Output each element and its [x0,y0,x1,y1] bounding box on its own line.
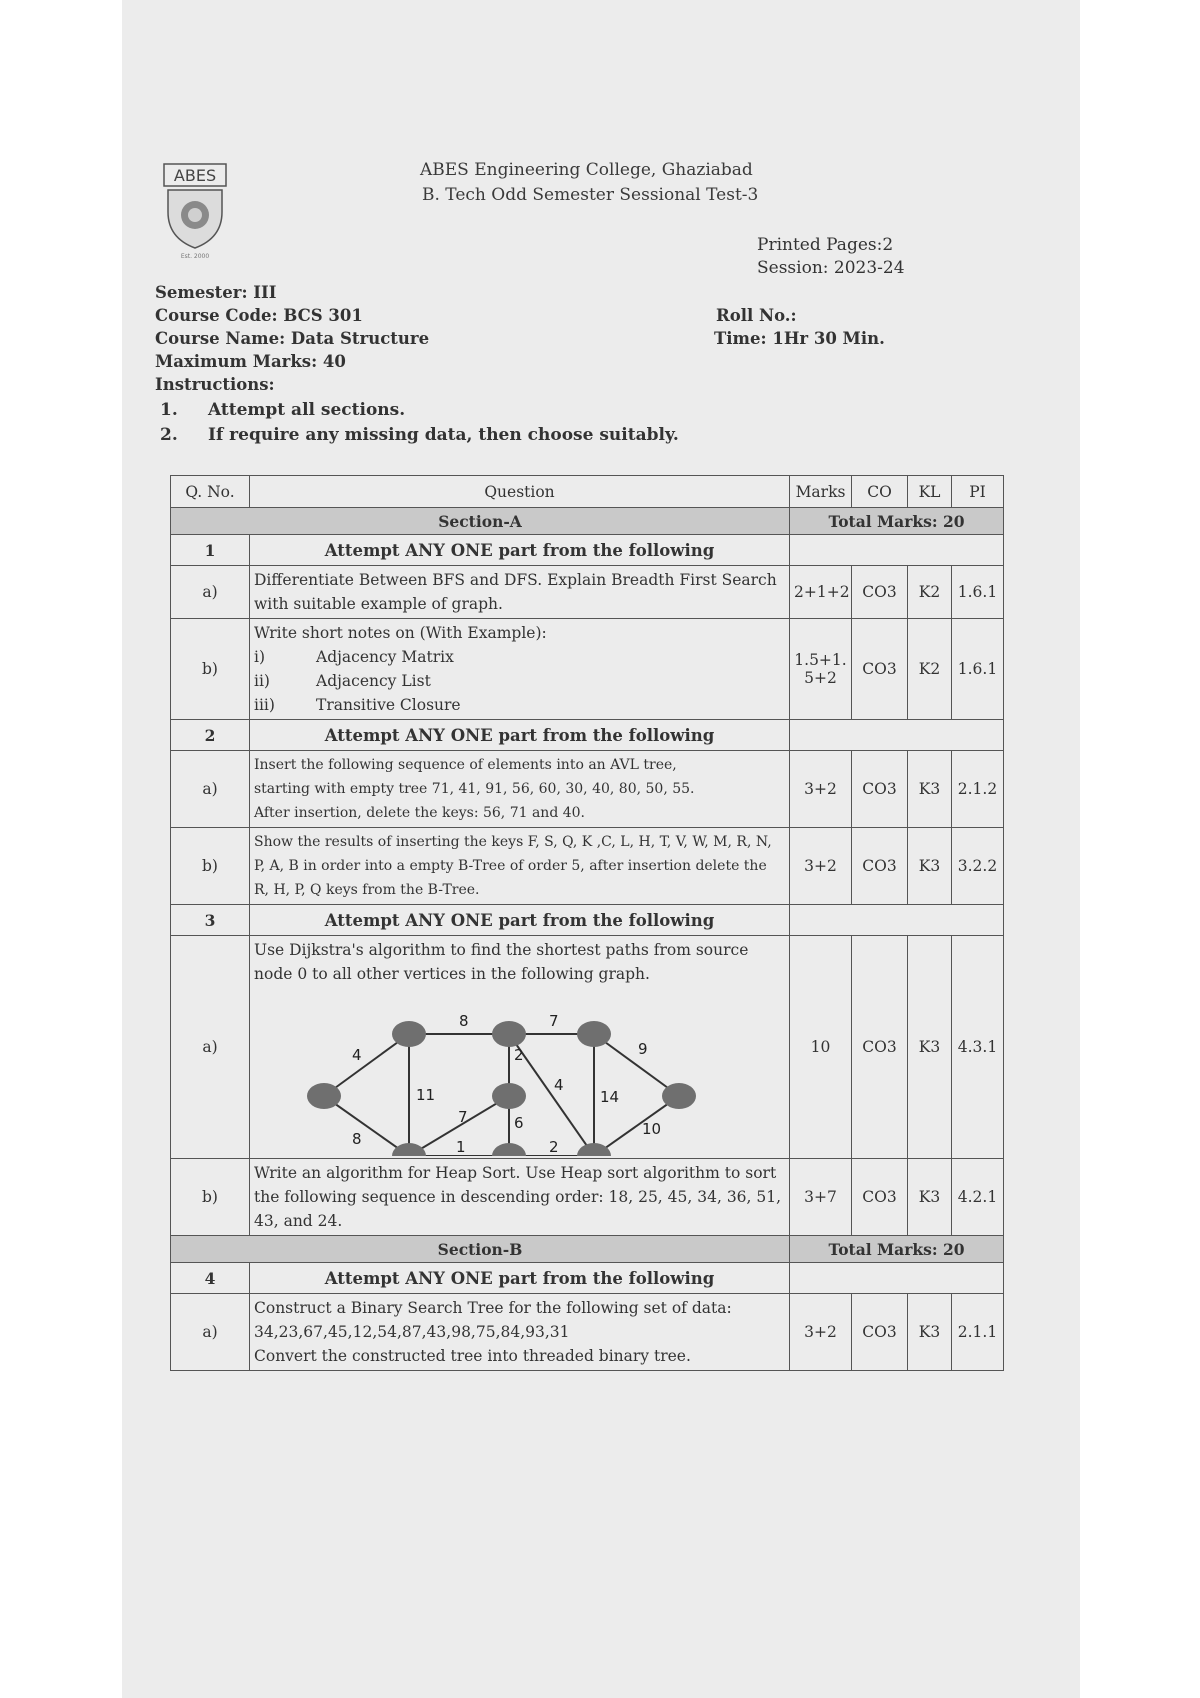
q4a-label: a) [171,1294,250,1371]
q1b-intro: Write short notes on (With Example): [254,624,547,642]
q1a-kl: K2 [908,566,952,619]
edge-weight: 4 [352,1046,362,1064]
q2a-kl: K3 [908,751,952,828]
q4a-pi: 2.1.1 [952,1294,1004,1371]
edge-weight: 6 [514,1114,524,1132]
dijkstra-graph [254,986,784,1156]
semester: Semester: III [155,283,277,302]
q1b-label: b) [171,619,250,720]
q2b-co: CO3 [852,828,908,905]
q1b-marks: 1.5+1.5+2 [790,619,852,720]
q1a-row [171,566,1004,619]
q1b-item-num: ii) [254,672,270,690]
edge-weight: 8 [352,1130,362,1148]
edge-weight: 2 [514,1046,524,1064]
graph-node [492,1143,526,1156]
graph-edge [324,1096,409,1156]
header-qno: Q. No. [171,476,250,508]
q2a-marks: 3+2 [790,751,852,828]
q3b-marks: 3+7 [790,1159,852,1236]
header-kl: KL [908,476,952,508]
q2-attempt: Attempt ANY ONE part from the following [250,720,790,751]
q2a-line-2: starting with empty tree 71, 41, 91, 56, 60, 30, 40, 80, 50, 55. [254,781,695,797]
edge-weight: 8 [459,1012,469,1030]
instruction-2: If require any missing data, then choose suitably. [208,425,679,445]
q1a-label: a) [171,566,250,619]
graph-edge [324,1034,409,1096]
maximum-marks: Maximum Marks: 40 [155,352,346,371]
header-question: Question [250,476,790,508]
printed-pages: Printed Pages:2 [757,235,894,255]
q1b-item: Transitive Closure [316,696,461,714]
q4a-line-3: Convert the constructed tree into threaded binary tree. [254,1347,691,1365]
test-title: B. Tech Odd Semester Sessional Test-3 [422,185,759,205]
q4-attempt: Attempt ANY ONE part from the following [250,1263,790,1294]
q1a-co: CO3 [852,566,908,619]
q3b-label: b) [171,1159,250,1236]
q2b-pi: 3.2.2 [952,828,1004,905]
q1a-text: Differentiate Between BFS and DFS. Explain Breadth First Search with suitable example of graph. [250,566,790,619]
graph-node [492,1021,526,1047]
q2a-line-1: Insert the following sequence of elements into an AVL tree, [254,757,677,773]
instruction-1: Attempt all sections. [208,400,406,420]
q3b-co: CO3 [852,1159,908,1236]
q4a-kl: K3 [908,1294,952,1371]
q1b-kl: K2 [908,619,952,720]
logo-text: ABES [173,166,217,185]
graph-node [392,1143,426,1156]
q4-number: 4 [171,1263,250,1294]
q4a-line-2: 34,23,67,45,12,54,87,43,98,75,84,93,31 [254,1323,570,1341]
section-b-total: Total Marks: 20 [790,1236,1004,1263]
question-table [170,475,1004,1371]
exam-time: Time: 1Hr 30 Min. [714,329,885,348]
q1-number: 1 [171,535,250,566]
q2-heading-row [171,720,1004,751]
q1-heading-row [171,535,1004,566]
college-logo [162,160,230,260]
edge-weight: 9 [638,1040,648,1058]
table-header-row [171,476,1004,508]
session: Session: 2023-24 [757,258,905,278]
q1b-item-num: iii) [254,696,275,714]
q4a-row [171,1294,1004,1371]
q2a-label: a) [171,751,250,828]
q3b-kl: K3 [908,1159,952,1236]
edge-weight: 10 [642,1120,662,1138]
q1a-marks: 2+1+2 [790,566,852,619]
q2a-row [171,751,1004,828]
q2a-pi: 2.1.2 [952,751,1004,828]
q1b-item: Adjacency Matrix [316,648,454,666]
q2a-line-3: After insertion, delete the keys: 56, 71 and 40. [254,805,586,821]
edge-weight: 2 [549,1138,559,1156]
q3b-pi: 4.2.1 [952,1159,1004,1236]
graph-node [307,1083,341,1109]
section-a-row [171,508,1004,535]
instruction-2-num: 2. [160,425,178,445]
q3-heading-row [171,905,1004,936]
header-marks: Marks [790,476,852,508]
q4a-line-1: Construct a Binary Search Tree for the following set of data: [254,1299,732,1317]
q2-number: 2 [171,720,250,751]
q3b-text: Write an algorithm for Heap Sort. Use Heap sort algorithm to sort the following sequence in descending order: 18, 25, 45, 34, 36, 51, 43, and 24. [250,1159,790,1236]
graph-node [662,1083,696,1109]
q3b-row [171,1159,1004,1236]
q4-heading-row [171,1263,1004,1294]
q3a-co: CO3 [852,936,908,1159]
q3-attempt: Attempt ANY ONE part from the following [250,905,790,936]
edge-weight: 7 [458,1108,468,1126]
q2b-label: b) [171,828,250,905]
graph-node [577,1021,611,1047]
section-b-row [171,1236,1004,1263]
logo-est: Est. 2000 [180,253,210,260]
edge-weight: 14 [600,1088,620,1106]
q1b-item: Adjacency List [316,672,431,690]
graph-node [392,1021,426,1047]
q1a-pi: 1.6.1 [952,566,1004,619]
edge-weight: 7 [549,1012,559,1030]
q4a-marks: 3+2 [790,1294,852,1371]
q2b-row [171,828,1004,905]
q2b-kl: K3 [908,828,952,905]
roll-no: Roll No.: [716,306,797,325]
instructions-label: Instructions: [155,375,275,394]
college-name: ABES Engineering College, Ghaziabad [420,160,753,180]
q2b-text: Show the results of inserting the keys F, S, Q, K ,C, L, H, T, V, W, M, R, N, P, A, B in order into a empty B-Tree of order 5, after insertion delete the R, H, P, Q keys from the B-Tree. [250,828,790,905]
header-co: CO [852,476,908,508]
q3a-kl: K3 [908,936,952,1159]
edge-weight: 11 [416,1086,436,1104]
q3a-label: a) [171,936,250,1159]
q1-attempt: Attempt ANY ONE part from the following [250,535,790,566]
q3a-marks: 10 [790,936,852,1159]
q1b-pi: 1.6.1 [952,619,1004,720]
q2a-co: CO3 [852,751,908,828]
q3-number: 3 [171,905,250,936]
q1b-item-num: i) [254,648,266,666]
header-pi: PI [952,476,1004,508]
q3a-pi: 4.3.1 [952,936,1004,1159]
graph-node [577,1143,611,1156]
q3a-text: Use Dijkstra's algorithm to find the shortest paths from source node 0 to all other vertices in the following graph. [254,941,749,983]
instruction-1-num: 1. [160,400,178,420]
section-a-total: Total Marks: 20 [790,508,1004,535]
graph-edge [594,1034,679,1096]
edge-weight: 4 [554,1076,564,1094]
q1b-row [171,619,1004,720]
edge-weight: 1 [456,1138,466,1156]
q1b-co: CO3 [852,619,908,720]
section-a-title: Section-A [171,508,790,535]
course-code: Course Code: BCS 301 [155,306,363,325]
graph-node [492,1083,526,1109]
q3a-row [171,936,1004,1159]
section-b-title: Section-B [171,1236,790,1263]
course-name: Course Name: Data Structure [155,329,430,348]
q2b-marks: 3+2 [790,828,852,905]
q4a-co: CO3 [852,1294,908,1371]
